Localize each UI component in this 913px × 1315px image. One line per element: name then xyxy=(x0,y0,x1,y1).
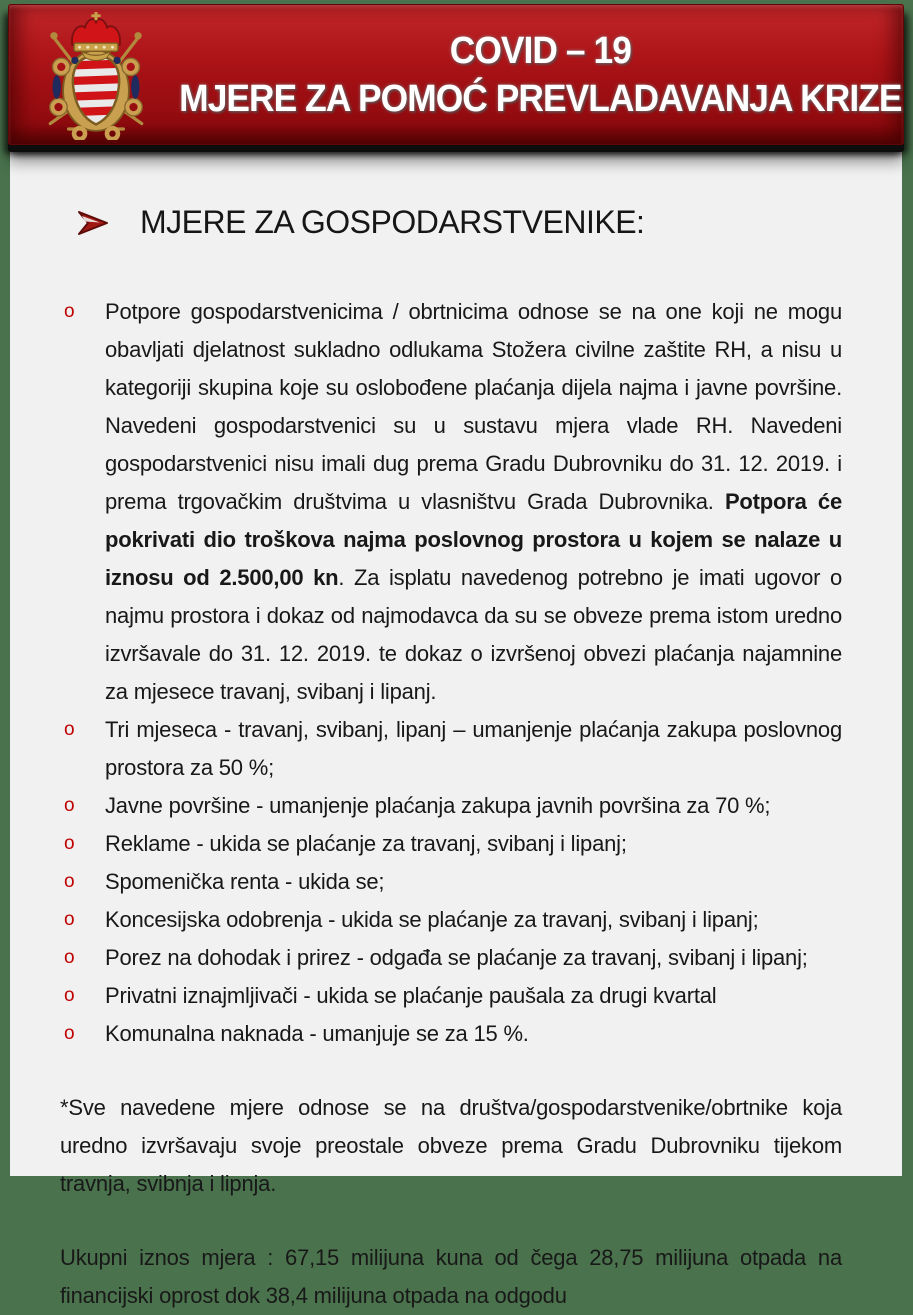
list-marker: o xyxy=(64,719,75,740)
list-marker: o xyxy=(64,985,75,1006)
list-item-text: Privatni iznajmljivači - ukida se plaćanje paušala za drugi kvartal xyxy=(105,983,717,1008)
list-marker: o xyxy=(64,795,75,816)
measures-list xyxy=(60,293,842,1053)
list-item-text: Spomenička renta - ukida se; xyxy=(105,869,385,894)
list-item xyxy=(60,863,842,901)
list-marker: o xyxy=(64,871,75,892)
header-banner xyxy=(8,4,904,145)
list-item xyxy=(60,293,842,711)
list-item xyxy=(60,825,842,863)
item-text-after: . Za isplatu navedenog potrebno je imati ugovor o najmu prostora i dokaz od najmodavca da su se obveze prema istom uredno izvršavale do 31. 12. 2019. te dokaz o izvršenoj obvezi plaćanja najamnine za mjesece travanj, svibanj i lipanj. xyxy=(105,565,842,704)
list-item-text: Javne površine - umanjenje plaćanja zakupa javnih površina za 70 %; xyxy=(105,793,771,818)
list-item-text: Porez na dohodak i prirez - odgađa se plaćanje za travanj, svibanj i lipanj; xyxy=(105,945,808,970)
dubrovnik-coat-of-arms-icon xyxy=(40,12,152,140)
section-heading-label: MJERE ZA GOSPODARSTVENIKE: xyxy=(140,204,645,240)
list-marker: o xyxy=(64,1023,75,1044)
content-sheet xyxy=(10,148,902,1308)
banner-title-line2: MJERE ZA POMOĆ PREVLADAVANJA KRIZE xyxy=(179,77,902,120)
banner-title-block xyxy=(152,27,913,123)
list-marker: o xyxy=(64,301,75,322)
list-marker: o xyxy=(64,909,75,930)
list-item-text: Komunalna naknada - umanjuje se za 15 %. xyxy=(105,1021,529,1046)
banner-title-line1: COVID – 19 xyxy=(449,29,631,72)
list-item xyxy=(60,787,842,825)
list-item xyxy=(60,711,842,787)
list-item-text: Koncesijska odobrenja - ukida se plaćanje za travanj, svibanj i lipanj; xyxy=(105,907,759,932)
item-text-before: Potpore gospodarstvenicima / obrtnicima odnose se na one koji ne mogu obavljati djelatnost sukladno odlukama Stožera civilne zaštite RH, a nisu u kategoriji skupina koje su oslobođene plaćanja dijela najma i javne površine. Navedeni gospodarstvenici su u sustavu mjera vlade RH. Navedeni gospodarstvenici nisu imali dug prema Gradu Dubrovniku do 31. 12. 2019. i prema trgovačkim društvima u vlasništvu Grada Dubrovnika. xyxy=(105,299,842,514)
list-marker: o xyxy=(64,947,75,968)
list-item-text: Tri mjeseca - travanj, svibanj, lipanj – umanjenje plaćanja zakupa poslovnog prostora za 50 %; xyxy=(105,717,842,780)
list-marker: o xyxy=(64,833,75,854)
section-heading xyxy=(60,204,842,241)
list-item xyxy=(60,901,842,939)
list-item xyxy=(60,977,842,1015)
item-text-bold: Potpora će pokrivati dio troškova najma poslovnog prostora u kojem se nalaze u iznosu od 2.500,00 kn xyxy=(105,489,842,590)
arrow-bullet-icon xyxy=(76,209,110,237)
footnote-paragraph: *Sve navedene mjere odnose se na društva/gospodarstvenike/obrtnike koja uredno izvršavaju svoje preostale obveze prema Gradu Dubrovniku tijekom travnja, svibnja i lipnja. xyxy=(60,1095,842,1196)
list-item-text: Reklame - ukida se plaćanje za travanj, svibanj i lipanj; xyxy=(105,831,627,856)
list-item-text xyxy=(105,293,842,711)
list-item xyxy=(60,1015,842,1053)
list-item xyxy=(60,939,842,977)
total-amount-paragraph: Ukupni iznos mjera : 67,15 milijuna kuna od čega 28,75 milijuna otpada na financijski oprost dok 38,4 milijuna otpada na odgodu xyxy=(60,1245,842,1308)
